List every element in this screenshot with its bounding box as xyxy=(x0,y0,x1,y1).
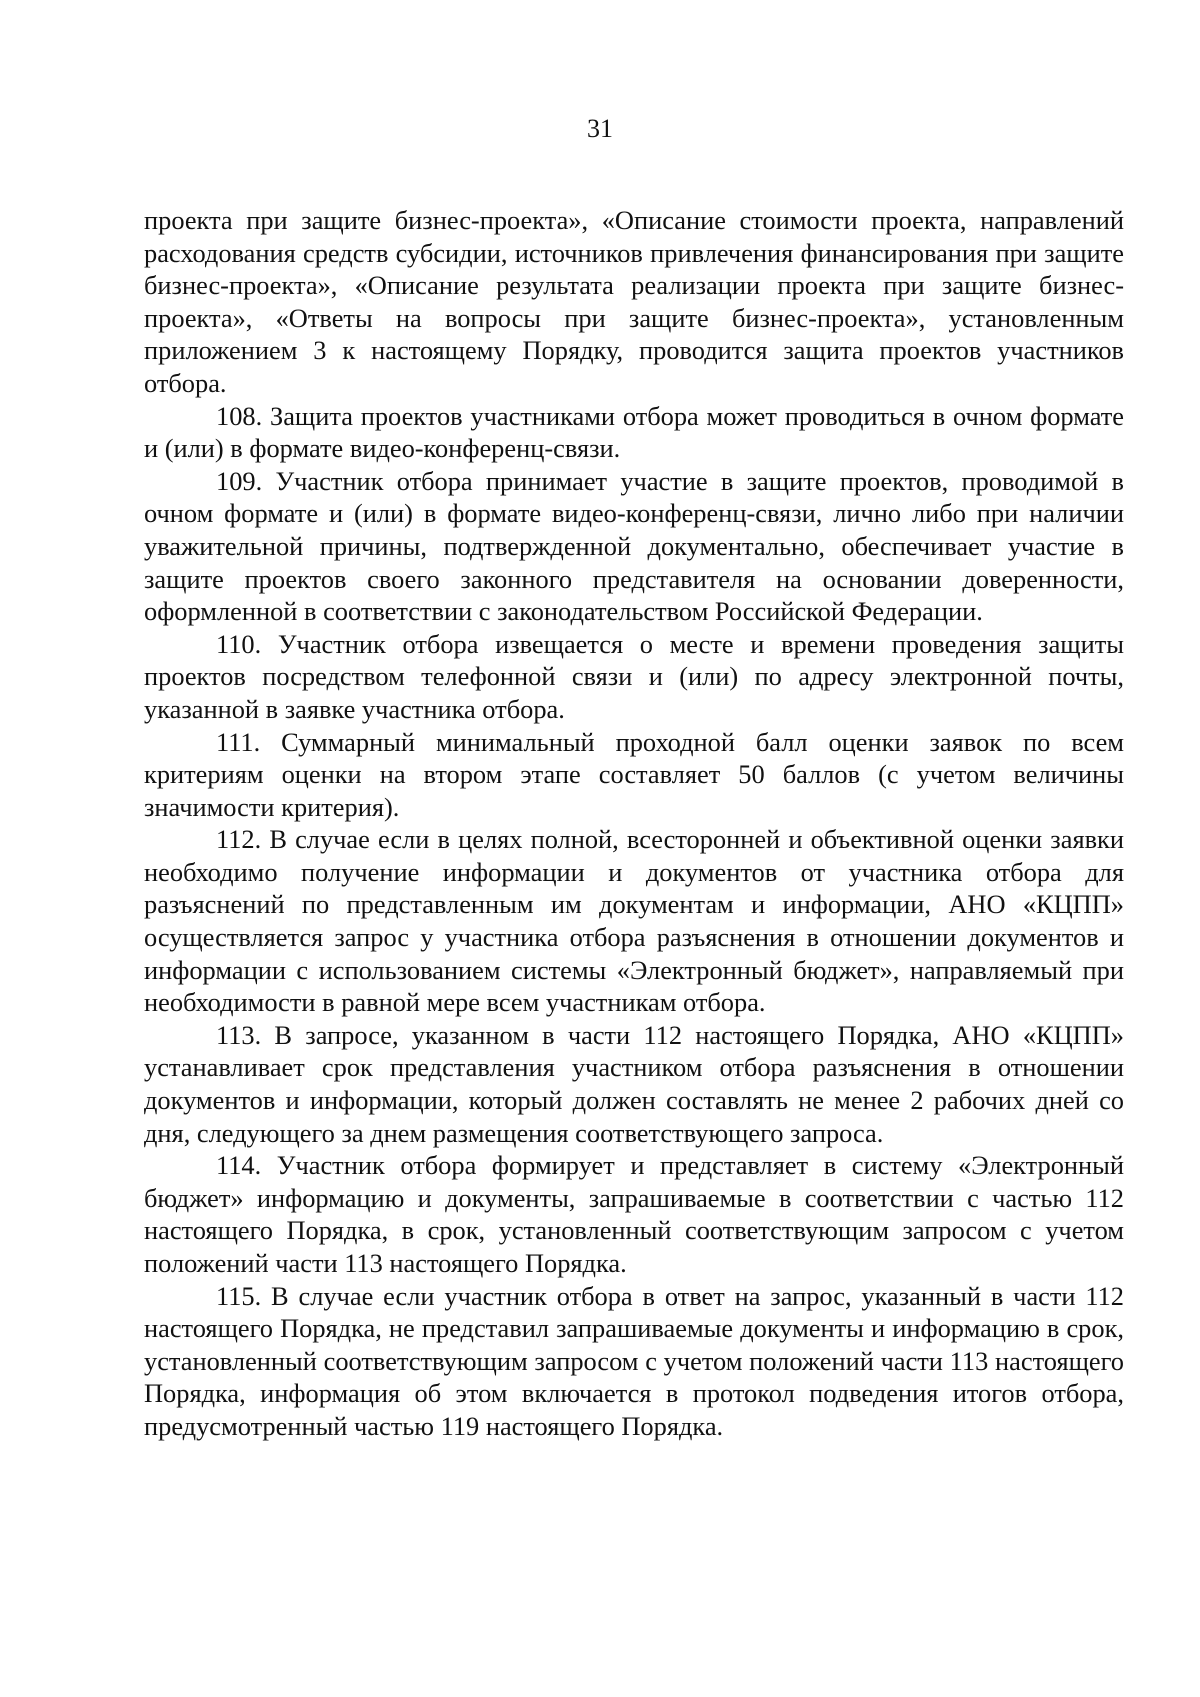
paragraph-108: 108. Защита проектов участниками отбора может проводиться в очном формате и (или) в формате видео-конференц-связи. xyxy=(144,400,1124,464)
paragraph-115: 115. В случае если участник отбора в ответ на запрос, указанный в части 112 настоящего Порядка, не представил запрашиваемые документы и информацию в срок, установленный соответствующим запросом с учетом положений части 113 настоящего Порядка, информация об этом включается в протокол подведения итогов отбора, предусмотренный частью 119 настоящего Порядка. xyxy=(144,1280,1124,1441)
paragraph-114: 114. Участник отбора формирует и представляет в систему «Электронный бюджет» информацию и документы, запрашиваемые в соответствии с частью 112 настоящего Порядка, в срок, установленный соответствующим запросом с учетом положений части 113 настоящего Порядка. xyxy=(144,1150,1124,1278)
paragraph-continuation: проекта при защите бизнес-проекта», «Описание стоимости проекта, направлений расходования средств субсидии, источников привлечения финансирования при защите бизнес-проекта», «Описание результата реализации проекта при защите бизнес-проекта», «Ответы на вопросы при защите бизнес-проекта», установленным приложением 3 к настоящему Порядку, проводится защита проектов участников отбора. xyxy=(144,205,1124,398)
paragraph-113: 113. В запросе, указанном в части 112 настоящего Порядка, АНО «КЦПП» устанавливает срок представления участником отбора разъяснения в отношении документов и информации, который должен составлять не менее 2 рабочих дней со дня, следующего за днем размещения соответствующего запроса. xyxy=(144,1019,1124,1148)
paragraph-110: 110. Участник отбора извещается о месте и времени проведения защиты проектов посредством телефонной связи и (или) по адресу электронной почты, указанной в заявке участника отбора. xyxy=(144,628,1124,724)
paragraph-109: 109. Участник отбора принимает участие в защите проектов, проводимой в очном формате и (или) в формате видео-конференц-связи, лично либо при наличии уважительной причины, подтвержденной документально, обеспечивает участие в защите проектов своего законного представителя на основании доверенности, оформленной в соответствии с законодательством Российской Федерации. xyxy=(144,465,1124,627)
paragraph-112: 112. В случае если в целях полной, всесторонней и объективной оценки заявки необходимо получение информации и документов от участника отбора для разъяснений по представленным им документам и информации, АНО «КЦПП» осуществляется запрос у участника отбора разъяснения в отношении документов и информации с использованием системы «Электронный бюджет», направляемый при необходимости в равной мере всем участникам отбора. xyxy=(144,824,1124,1018)
page-number: 31 xyxy=(587,114,613,143)
document-body xyxy=(144,204,1124,1443)
paragraph-111: 111. Суммарный минимальный проходной балл оценки заявок по всем критериям оценки на втором этапе составляет 50 баллов (с учетом величины значимости критерия). xyxy=(144,726,1124,822)
